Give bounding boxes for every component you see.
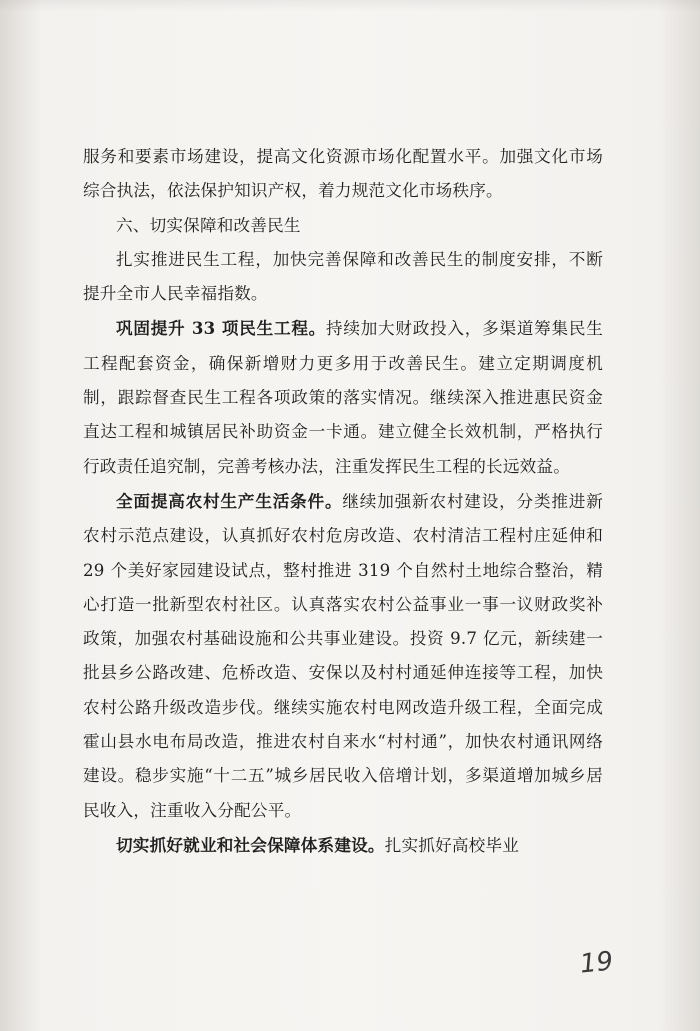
paragraph-rural-conditions bbox=[83, 484, 603, 828]
paragraph-text: 持续加大财政投入，多渠道筹集民生工程配套资金，确保新增财力更多用于改善民生。建立定期调度机制，跟踪督查民生工程各项政策的落实情况。继续深入推进惠民资金直达工程和城镇居民补助资金一卡通。建立健全长效机制，严格执行行政责任追究制，完善考核办法，注重发挥民生工程的长远效益。 bbox=[83, 319, 603, 476]
section-heading bbox=[83, 209, 603, 243]
paragraph-text: 继续加强新农村建设，分类推进新农村示范点建设，认真抓好农村危房改造、农村清洁工程村庄延伸和 29 个美好家园建设试点，整村推进 319 个自然村土地综合整治，精心打造一批新型农村社区。认真落实农村公益事业一事一议财政奖补政策，加强农村基础设施和公共事业建设。投资 9.7 亿元，新续建一批县乡公路改建、危桥改造、安保以及村村通延伸连接等工程，加快农村公路升级改造步伐。继续实施农村电网改造升级工程，全面完成霍山县水电布局改造，推进农村自来水“村村通”，加快农村通讯网络建设。稳步实施“十二五”城乡居民收入倍增计划，多渠道增加城乡居民收入，注重收入分配公平。 bbox=[83, 491, 603, 820]
paragraph-text: 服务和要素市场建设，提高文化资源市场化配置水平。加强文化市场综合执法，依法保护知识产权，着力规范文化市场秩序。 bbox=[83, 147, 603, 201]
page-number: 19 bbox=[578, 946, 615, 980]
paragraph-text: 扎实抓好高校毕业 bbox=[384, 835, 520, 855]
paragraph-intro bbox=[83, 243, 603, 312]
paragraph-livelihood-projects bbox=[83, 311, 603, 483]
paragraph-lead: 切实抓好就业和社会保障体系建设。 bbox=[116, 834, 385, 855]
section-heading-text: 六、切实保障和改善民生 bbox=[116, 215, 301, 235]
paragraph-employment bbox=[83, 828, 603, 863]
paragraph-text: 扎实推进民生工程，加快完善保障和改善民生的制度安排，不断提升全市人民幸福指数。 bbox=[83, 249, 603, 304]
paragraph-lead: 巩固提升 33 项民生工程。 bbox=[116, 318, 327, 339]
document-body bbox=[83, 140, 603, 863]
paragraph-lead: 全面提高农村生产生活条件。 bbox=[116, 490, 343, 511]
scan-shadow bbox=[0, 0, 700, 12]
paragraph-continuation bbox=[83, 140, 603, 209]
